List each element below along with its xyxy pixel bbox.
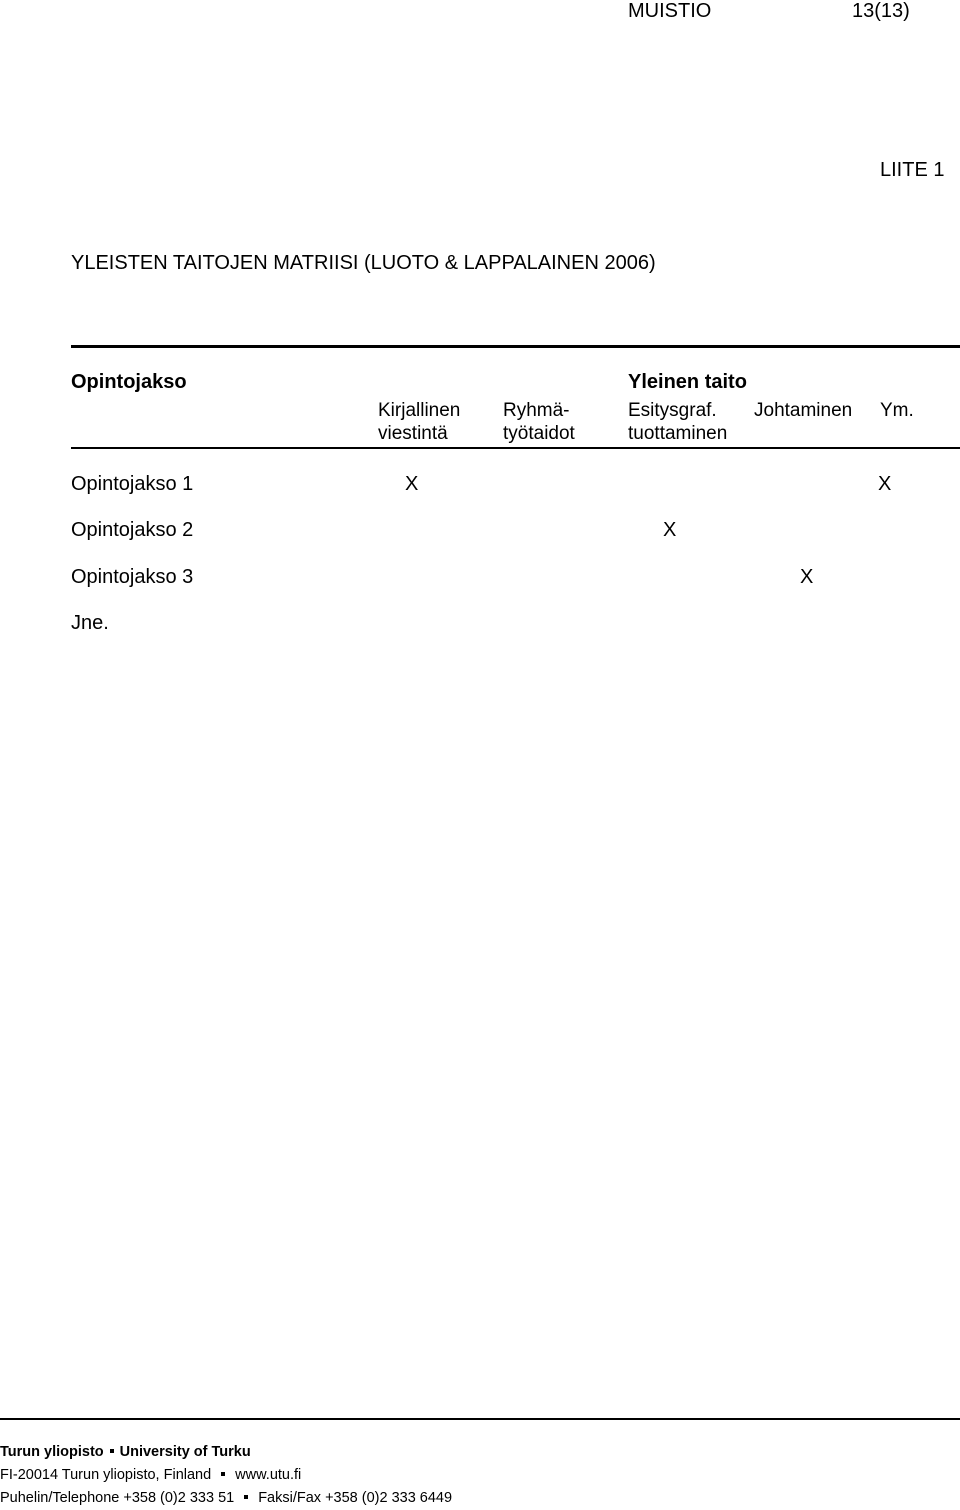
table-cell-mark: X [800,566,814,588]
column-header-presentation-graphics: Esitysgraf. tuottaminen [628,400,728,444]
table-cell-mark: X [878,473,892,495]
column-header-written-communication: Kirjallinen viestintä [378,400,461,444]
footer-institution: Turun yliopisto University of Turku [0,1444,251,1460]
separator-square-icon [110,1449,114,1453]
table-top-rule [71,345,960,348]
separator-square-icon [221,1472,225,1476]
page-number: 13(13) [852,0,910,22]
table-header-rule [71,447,960,449]
document-type: MUISTIO [628,0,712,22]
footer-address: FI-20014 Turun yliopisto, Finland www.utu.fi [0,1467,302,1483]
group-header: Yleinen taito [628,371,747,393]
table-continuation: Jne. [71,612,109,634]
appendix-label: LIITE 1 [880,159,945,181]
table-row-label: Opintojakso 1 [71,473,194,495]
separator-square-icon [244,1495,248,1499]
footer-rule [0,1418,960,1420]
column-header-other: Ym. [880,400,914,421]
footer-contact: Puhelin/Telephone +358 (0)2 333 51 Faksi/Fax +358 (0)2 333 6449 [0,1490,453,1506]
table-row-label: Opintojakso 2 [71,519,194,541]
website-link[interactable]: www.utu.fi [235,1467,302,1483]
table-cell-mark: X [663,519,677,541]
column-header-leadership: Johtaminen [754,400,853,421]
page-title: YLEISTEN TAITOJEN MATRIISI (LUOTO & LAPPALAINEN 2006) [71,252,656,274]
column-header-group-work: Ryhmä- työtaidot [503,400,575,444]
table-cell-mark: X [405,473,419,495]
row-header: Opintojakso [71,371,187,393]
table-row-label: Opintojakso 3 [71,566,194,588]
